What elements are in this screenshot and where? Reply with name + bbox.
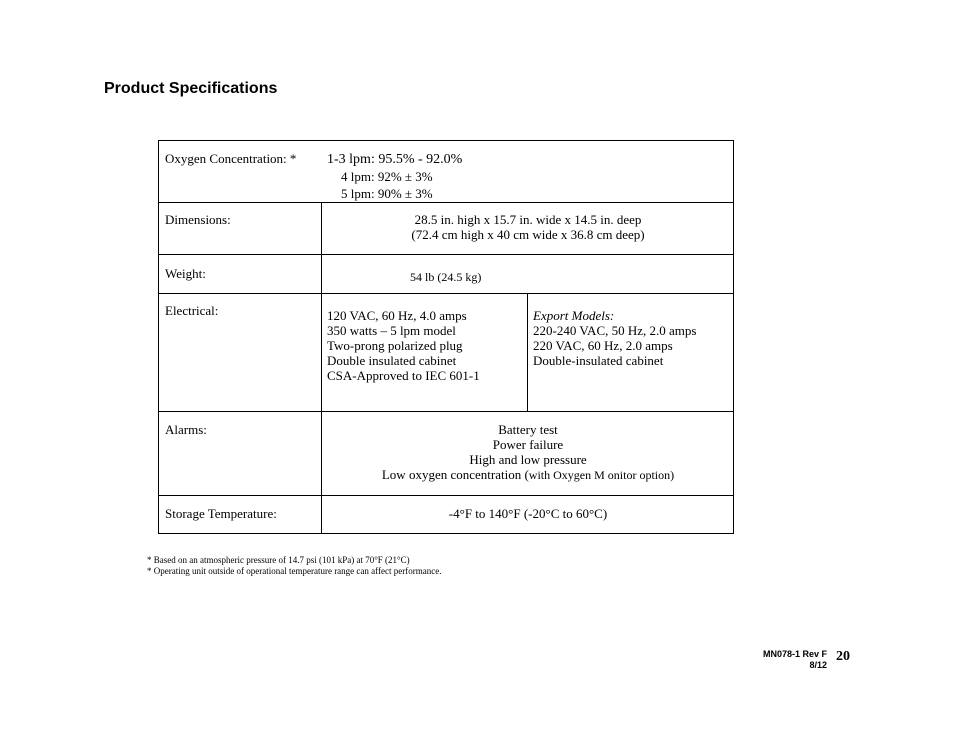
row-divider <box>159 495 733 496</box>
alarm-item: High and low pressure <box>469 452 587 467</box>
column-divider <box>527 293 528 411</box>
document-id <box>755 649 827 671</box>
electrical-export-line: 220-240 VAC, 50 Hz, 2.0 amps <box>533 323 697 338</box>
alarms-label: Alarms: <box>165 422 207 437</box>
alarm-item: Power failure <box>492 437 564 452</box>
footnote: * Operating unit outside of operational temperature range can affect performance. <box>147 566 442 576</box>
weight-label: Weight: <box>165 266 206 281</box>
dimensions-inches: 28.5 in. high x 15.7 in. wide x 14.5 in. deep <box>414 212 642 227</box>
storage-label: Storage Temperature: <box>165 506 277 521</box>
oxygen-line-1: 1-3 lpm: 95.5% - 92.0% <box>327 152 463 167</box>
dimensions-values <box>322 212 734 242</box>
electrical-export-line: 220 VAC, 60 Hz, 2.0 amps <box>533 338 673 353</box>
oxygen-line-2: 4 lpm: 92% ± 3% <box>341 169 433 184</box>
row-divider <box>159 254 733 255</box>
page-number: 20 <box>836 649 850 664</box>
oxygen-label: Oxygen Concentration: * <box>165 151 297 166</box>
row-divider <box>159 411 733 412</box>
oxygen-line-3: 5 lpm: 90% ± 3% <box>341 186 433 201</box>
dimensions-label: Dimensions: <box>165 212 231 227</box>
row-divider <box>159 293 733 294</box>
document-revision: MN078-1 Rev F <box>762 649 827 659</box>
dimensions-cm: (72.4 cm high x 40 cm wide x 36.8 cm deep) <box>411 227 645 242</box>
electrical-domestic-line: Double insulated cabinet <box>327 353 457 368</box>
electrical-domestic-line: Two-prong polarized plug <box>327 338 463 353</box>
footnotes <box>147 555 441 577</box>
specifications-table <box>158 140 734 534</box>
electrical-domestic-line: CSA-Approved to IEC 601-1 <box>327 368 480 383</box>
document-date: 8/12 <box>809 660 827 670</box>
electrical-export-line: Double-insulated cabinet <box>533 353 664 368</box>
oxygen-values <box>327 152 462 201</box>
storage-value: -4°F to 140°F (-20°C to 60°C) <box>448 506 608 521</box>
alarms-values <box>322 422 734 483</box>
electrical-export <box>533 308 696 368</box>
electrical-domestic-line: 120 VAC, 60 Hz, 4.0 amps <box>327 308 467 323</box>
alarm-item: Battery test <box>498 422 558 437</box>
export-models-title: Export Models: <box>533 308 615 323</box>
page-title: Product Specifications <box>104 80 278 97</box>
footnote: * Based on an atmospheric pressure of 14.7 psi (101 kPa) at 70°F (21°C) <box>147 555 410 565</box>
row-divider <box>159 202 733 203</box>
alarm-item-low-oxygen: Low oxygen concentration (with Oxygen M onitor option) <box>381 467 675 482</box>
electrical-label: Electrical: <box>165 303 219 318</box>
electrical-domestic <box>327 308 480 383</box>
column-divider <box>321 202 322 533</box>
weight-value: 54 lb (24.5 kg) <box>410 270 482 284</box>
electrical-domestic-line: 350 watts – 5 lpm model <box>327 323 456 338</box>
